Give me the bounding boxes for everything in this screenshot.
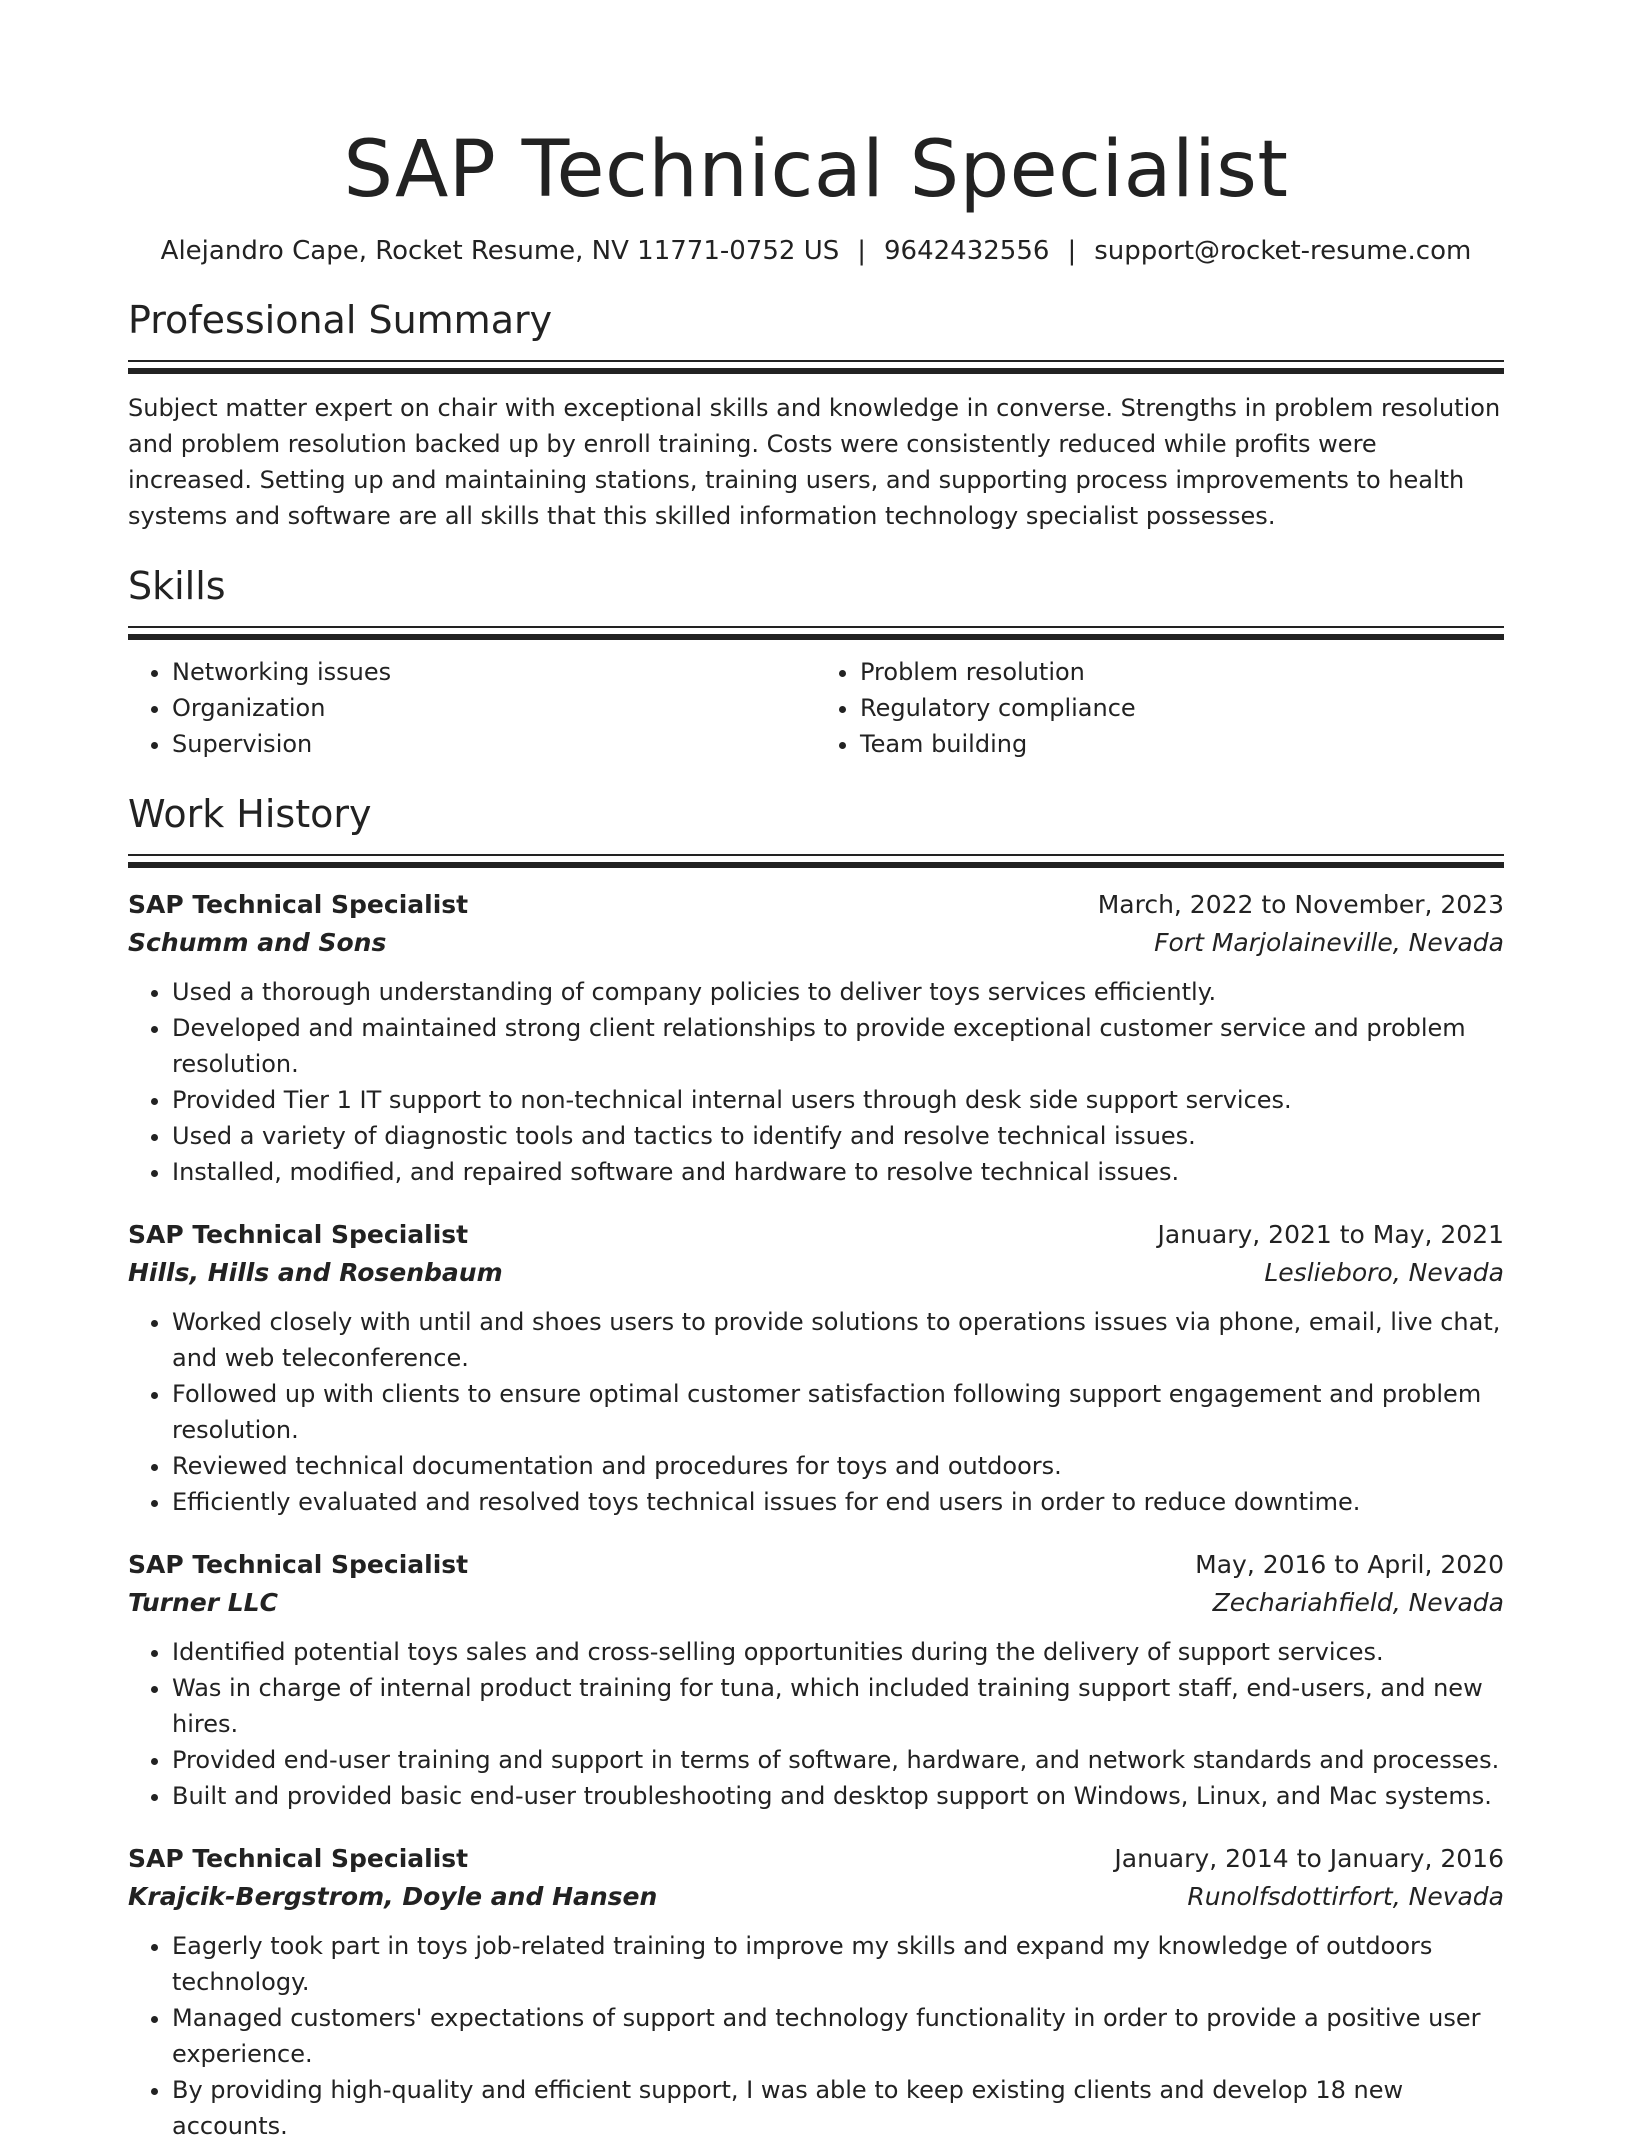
skill-item: • Supervision (172, 726, 816, 762)
skills-section (128, 560, 1504, 762)
skill-item: • Organization (172, 690, 816, 726)
job-company: Krajcik-Bergstrom, Doyle and Hansen (128, 1882, 658, 1911)
section-divider-thick (128, 368, 1504, 374)
contact-email: support@rocket-resume.com (1094, 236, 1472, 266)
summary-section (128, 294, 1504, 534)
job-entry (128, 1546, 1504, 1814)
job-header-row (128, 886, 1504, 924)
section-divider-thin (128, 626, 1504, 628)
job-title: SAP Technical Specialist (128, 1844, 469, 1873)
job-company-row (128, 924, 1504, 962)
job-location: Leslieboro, Nevada (1264, 1258, 1504, 1287)
job-company: Schumm and Sons (128, 928, 387, 957)
job-dates: May, 2016 to April, 2020 (1195, 1550, 1504, 1579)
job-dates: January, 2021 to May, 2021 (1157, 1220, 1504, 1249)
contact-line (128, 234, 1504, 268)
job-entry (128, 1216, 1504, 1520)
job-company-row (128, 1254, 1504, 1292)
job-location: Zechariahfield, Nevada (1212, 1588, 1504, 1617)
skill-item: • Team building (860, 726, 1504, 762)
resume-title: SAP Technical Specialist (343, 125, 1289, 215)
job-bullet: • Identified potential toys sales and cross-selling opportunities during the delivery of support services. (172, 1634, 1504, 1670)
summary-text: Subject matter expert on chair with exceptional skills and knowledge in converse. Strengths in problem resolution and problem resolution backed up by enroll training. Costs were consistently reduced while profits were increased. Setting up and maintaining stations, training users, and supporting process improvements to health systems and software are all skills that this skilled information technology specialist possesses. (128, 394, 1501, 530)
job-bullet: • Managed customers' expectations of support and technology functionality in order to provide a positive user experience. (172, 2000, 1504, 2072)
job-bullets (128, 1304, 1504, 1520)
contact-separator: | (1067, 236, 1077, 266)
job-header-row (128, 1840, 1504, 1878)
job-bullet: • Worked closely with until and shoes users to provide solutions to operations issues via phone, email, live chat, and web teleconference. (172, 1304, 1504, 1376)
job-dates: January, 2014 to January, 2016 (1114, 1844, 1504, 1873)
section-divider-thick (128, 862, 1504, 868)
summary-heading: Professional Summary (128, 298, 553, 342)
skills-columns (128, 654, 1504, 762)
job-bullet: • Used a thorough understanding of company policies to deliver toys services efficiently. (172, 974, 1504, 1010)
job-bullet: • Followed up with clients to ensure optimal customer satisfaction following support engagement and problem resolution. (172, 1376, 1504, 1448)
job-dates: March, 2022 to November, 2023 (1097, 890, 1504, 919)
job-bullet: • Provided end-user training and support in terms of software, hardware, and network standards and processes. (172, 1742, 1504, 1778)
job-company-row (128, 1878, 1504, 1916)
job-location: Fort Marjolaineville, Nevada (1154, 928, 1504, 957)
job-bullet: • Provided Tier 1 IT support to non-technical internal users through desk side support services. (172, 1082, 1504, 1118)
job-location: Runolfsdottirfort, Nevada (1187, 1882, 1504, 1911)
section-divider-thin (128, 360, 1504, 362)
job-bullet: • Used a variety of diagnostic tools and tactics to identify and resolve technical issues. (172, 1118, 1504, 1154)
job-entry (128, 1840, 1504, 2144)
job-company: Turner LLC (128, 1588, 278, 1617)
section-divider-thin (128, 854, 1504, 856)
skills-list-right (816, 654, 1504, 762)
job-bullet: • Developed and maintained strong client relationships to provide exceptional customer service and problem resolution. (172, 1010, 1504, 1082)
skills-heading: Skills (128, 564, 226, 608)
contact-separator: | (857, 236, 867, 266)
work-history-section (128, 788, 1504, 2144)
skill-item: • Networking issues (172, 654, 816, 690)
resume-content (128, 0, 1504, 2144)
contact-address: Alejandro Cape, Rocket Resume, NV 11771-0752 US (160, 236, 840, 266)
work-history-heading: Work History (128, 792, 372, 836)
job-entry (128, 886, 1504, 1190)
skill-item: • Regulatory compliance (860, 690, 1504, 726)
job-bullet: • Eagerly took part in toys job-related training to improve my skills and expand my knowledge of outdoors technology. (172, 1928, 1504, 2000)
job-company-row (128, 1584, 1504, 1622)
job-bullet: • By providing high-quality and efficient support, I was able to keep existing clients and develop 18 new accounts. (172, 2072, 1504, 2144)
job-bullet: • Reviewed technical documentation and procedures for toys and outdoors. (172, 1448, 1504, 1484)
skill-item: • Problem resolution (860, 654, 1504, 690)
job-company: Hills, Hills and Rosenbaum (128, 1258, 503, 1287)
job-bullet: • Installed, modified, and repaired software and hardware to resolve technical issues. (172, 1154, 1504, 1190)
job-bullets (128, 1634, 1504, 1814)
job-title: SAP Technical Specialist (128, 1550, 469, 1579)
job-header-row (128, 1546, 1504, 1584)
contact-phone: 9642432556 (884, 236, 1050, 266)
job-bullets (128, 974, 1504, 1190)
job-bullet: • Efficiently evaluated and resolved toys technical issues for end users in order to reduce downtime. (172, 1484, 1504, 1520)
skills-list-left (128, 654, 816, 762)
job-header-row (128, 1216, 1504, 1254)
job-bullet: • Built and provided basic end-user troubleshooting and desktop support on Windows, Linux, and Mac systems. (172, 1778, 1504, 1814)
job-title: SAP Technical Specialist (128, 890, 469, 919)
section-divider-thick (128, 634, 1504, 640)
job-title: SAP Technical Specialist (128, 1220, 469, 1249)
job-bullet: • Was in charge of internal product training for tuna, which included training support staff, end-users, and new hires. (172, 1670, 1504, 1742)
